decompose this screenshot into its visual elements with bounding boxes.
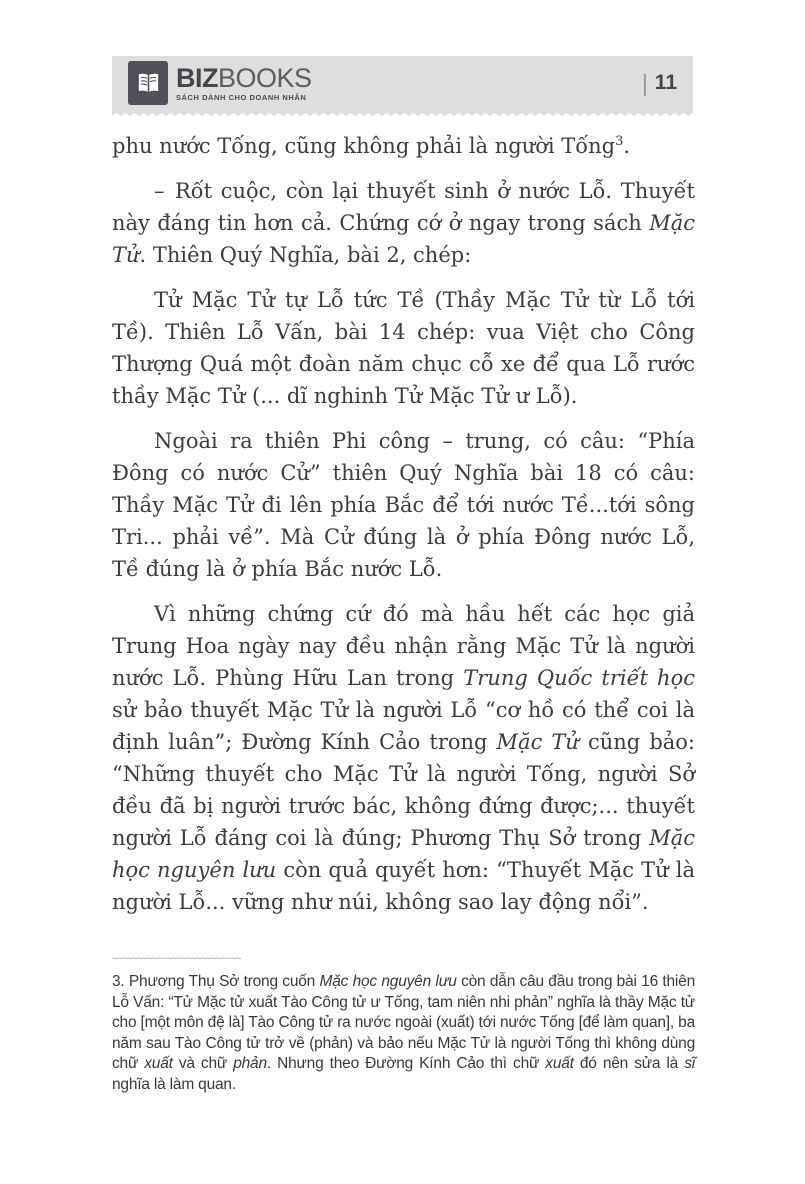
footnote-text (112, 972, 695, 1095)
text-run: . (623, 134, 631, 158)
text-run: Vì những chứng cứ đó mà hầu hết các học giả Trung Hoa ngày nay đều nhận rằng Mặc Tử là người nước Lỗ. Phùng Hữu Lan trong (112, 602, 695, 690)
paragraph (112, 175, 695, 271)
page-number-value: 11 (654, 71, 677, 94)
text-run: và chữ (172, 1055, 234, 1072)
footnote-block (112, 954, 695, 1095)
italic-text-run: Mặc học nguyên lưu (112, 826, 695, 882)
text-run: . Thiên Quý Nghĩa, bài 2, chép: (139, 243, 472, 267)
italic-text-run: xuất (545, 1055, 574, 1072)
brand-biz: BIZ (176, 62, 218, 93)
page-number-separator: | (641, 69, 648, 96)
page-header (112, 56, 693, 110)
text-run: còn quả quyết hơn: “Thuyết Mặc Tử là người Lỗ... vững như núi, không sao lay động nổi”. (112, 858, 695, 914)
footnote-ref: 3 (615, 134, 624, 149)
italic-text-run: xuất (144, 1055, 173, 1072)
brand-books: BOOKS (218, 62, 312, 93)
text-run: sử bảo thuyết Mặc Tử là người Lỗ “cơ hồ có thể coi là định luân”; Đường Kính Cảo trong (112, 698, 695, 754)
text-run: Tử Mặc Tử tự Lỗ tức Tề (Thầy Mặc Tử từ Lỗ tới Tề). Thiên Lỗ Vấn, bài 14 chép: vua Việt cho Công Thượng Quá một đoàn năm chục cỗ xe để qua Lỗ rước thầy Mặc Tử (... dĩ nghinh Tử Mặc Tử ư Lỗ). (112, 288, 695, 408)
bizbooks-logo-icon (128, 61, 168, 105)
page-number (642, 70, 677, 97)
italic-text-run: Trung Quốc triết học (463, 666, 695, 690)
italic-text-run: Mặc Tử (112, 211, 695, 267)
text-run: – Rốt cuộc, còn lại thuyết sinh ở nước Lỗ. Thuyết này đáng tin hơn cả. Chứng cớ ở ngay trong sách (112, 179, 695, 235)
text-run: cũng bảo: “Những thuyết cho Mặc Tử là người Tống, người Sở đều đã bị người trước bác, không đứng được;... thuyết người Lỗ đáng coi là đúng; Phương Thụ Sở trong (112, 730, 695, 850)
text-run: phu nước Tống, cũng không phải là người Tống (112, 134, 616, 158)
italic-text-run: Mặc Tử (496, 730, 579, 754)
italic-text-run: phản (233, 1055, 267, 1072)
text-run: Ngoài ra thiên Phi công – trung, có câu: “Phía Đông có nước Cử” thiên Quý Nghĩa bài 18 có câu: Thầy Mặc Tử đi lên phía Bắc để tới nước Tề...tới sông Tri... phải về”. Mà Cử đúng là ở phía Đông nước Lỗ, Tề đúng là ở phía Bắc nước Lỗ. (112, 429, 695, 581)
text-run: . Nhưng theo Đường Kính Cảo thì chữ (266, 1055, 546, 1072)
text-run: đó nên sửa là (573, 1055, 685, 1072)
paragraph (112, 284, 695, 412)
paragraph (112, 130, 695, 162)
paragraph (112, 425, 695, 585)
footnote-separator: ~~~~~~~~~~~~~~~~~~~~~~~~~~ (112, 954, 241, 965)
body-text (112, 130, 695, 931)
paragraph (112, 598, 695, 918)
brand-name (176, 62, 312, 93)
italic-text-run: Mặc học nguyên lưu (319, 973, 457, 990)
brand-text (176, 62, 312, 102)
text-run: 3. Phương Thụ Sở trong cuốn (112, 973, 320, 990)
publisher-logo (128, 61, 312, 105)
italic-text-run: sĩ (684, 1055, 695, 1072)
text-run: nghĩa là làm quan. (112, 1075, 236, 1093)
text-run: còn dẫn câu đầu trong bài 16 thiên Lỗ Vấn: “Tử Mặc tử xuất Tào Công tử ư Tống, tam niên nhi phản” nghĩa là thầy Mặc tử cho [một môn đệ là] Tào Công tử ra nước ngoài (xuất) tới nước Tống [để làm quan], ba năm sau Tào Công tử trở về (phản) và bảo nếu Mặc Tử là người Tống thì không dùng chữ (112, 973, 695, 1072)
brand-tagline: SÁCH DÀNH CHO DOANH NHÂN (176, 92, 307, 102)
